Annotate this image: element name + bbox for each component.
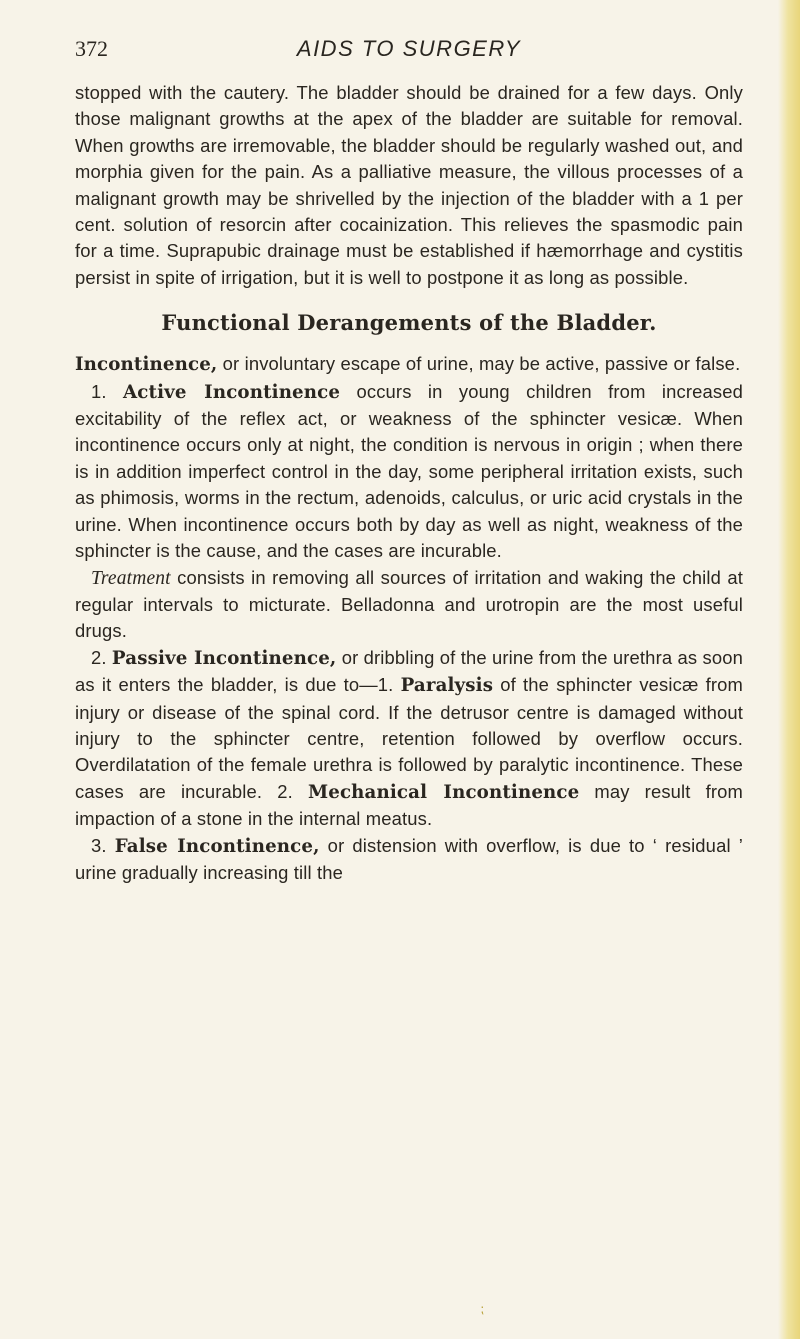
term-active-incontinence: Active Incontinence xyxy=(123,381,341,403)
active-text: occurs in young children from increased excitability of the reflex act, or weakness of the sphincter vesicæ. When incontinence occurs only at night, the condition is nervous in origin ; when there is in addition imperfect control in the day, some peripheral irritation exists, such as phimosis, worms in the rectum, adenoids, calculus, or uric acid crystals in the urine. When incontinence occurs both by day as well as night, weakness of the sphincter is the cause, and the cases are incurable. xyxy=(75,380,744,562)
treatment-text: consists in removing all sources of irritation and waking the child at regular intervals to micturate. Belladonna and urotropin are the most useful drugs. xyxy=(75,566,743,642)
paragraph-active-incontinence xyxy=(75,379,743,565)
term-passive-incontinence: Passive Incontinence, xyxy=(111,647,337,669)
passive-text-a: or dribbling of the urine from the urethra as soon as it enters the bladder, is due to—1. xyxy=(75,646,743,696)
paragraph-passive-incontinence xyxy=(75,645,743,833)
paragraph-treatment xyxy=(75,565,743,645)
false-number: 3. xyxy=(91,834,115,856)
active-number: 1. xyxy=(91,380,124,402)
book-page xyxy=(75,36,743,886)
page-number: 372 xyxy=(75,36,108,61)
term-paralysis: Paralysis xyxy=(400,675,494,697)
paragraph-false-incontinence xyxy=(75,833,743,887)
incontinence-text: or involuntary escape of urine, may be active, passive or false. xyxy=(217,353,741,375)
passive-text-c: may result from impaction of a stone in the internal meatus. xyxy=(75,780,743,830)
page-edge-stain xyxy=(778,0,800,1339)
running-header xyxy=(75,36,743,70)
passive-number: 2. xyxy=(91,646,112,668)
false-text: or distension with overflow, is due to ‘ residual ’ urine gradually increasing till the xyxy=(75,834,743,883)
paragraph-bladder-tumour-treatment: stopped with the cautery. The bladder should be drained for a few days. Only those malignant growths at the apex of the bladder are suitable for removal. When growths are irremovable, the bladder should be regularly washed out, and morphia given for the pain. As a palliative measure, the villous processes of a malignant growth may be shrivelled by the injection of the bladder with a 1 per cent. solution of resorcin after cocainization. This relieves the spasmodic pain for a time. Suprapubic drainage must be established if hæmorrhage and cystitis persist in spite of irrigation, but it is well to postpone it as long as possible. xyxy=(75,82,743,288)
passive-text-b: of the sphincter vesicæ from injury or disease of the spinal cord. If the detrusor centre is damaged without injury to the sphincter centre, retention followed by overflow occurs. Overdilatation of the female urethra is followed by paralytic incontinence. These cases are incurable. 2. xyxy=(75,674,743,802)
term-mechanical-incontinence: Mechanical Incontinence xyxy=(307,781,580,803)
paragraph-incontinence xyxy=(75,351,743,378)
term-incontinence: Incontinence, xyxy=(75,354,218,376)
term-false-incontinence: False Incontinence, xyxy=(114,835,320,857)
term-treatment: Treatment xyxy=(91,567,171,589)
running-title: AIDS TO SURGERY xyxy=(296,36,522,61)
section-heading: Functional Derangements of the Bladder. xyxy=(161,310,657,336)
paper-blemish: ⁏ xyxy=(480,1302,485,1316)
